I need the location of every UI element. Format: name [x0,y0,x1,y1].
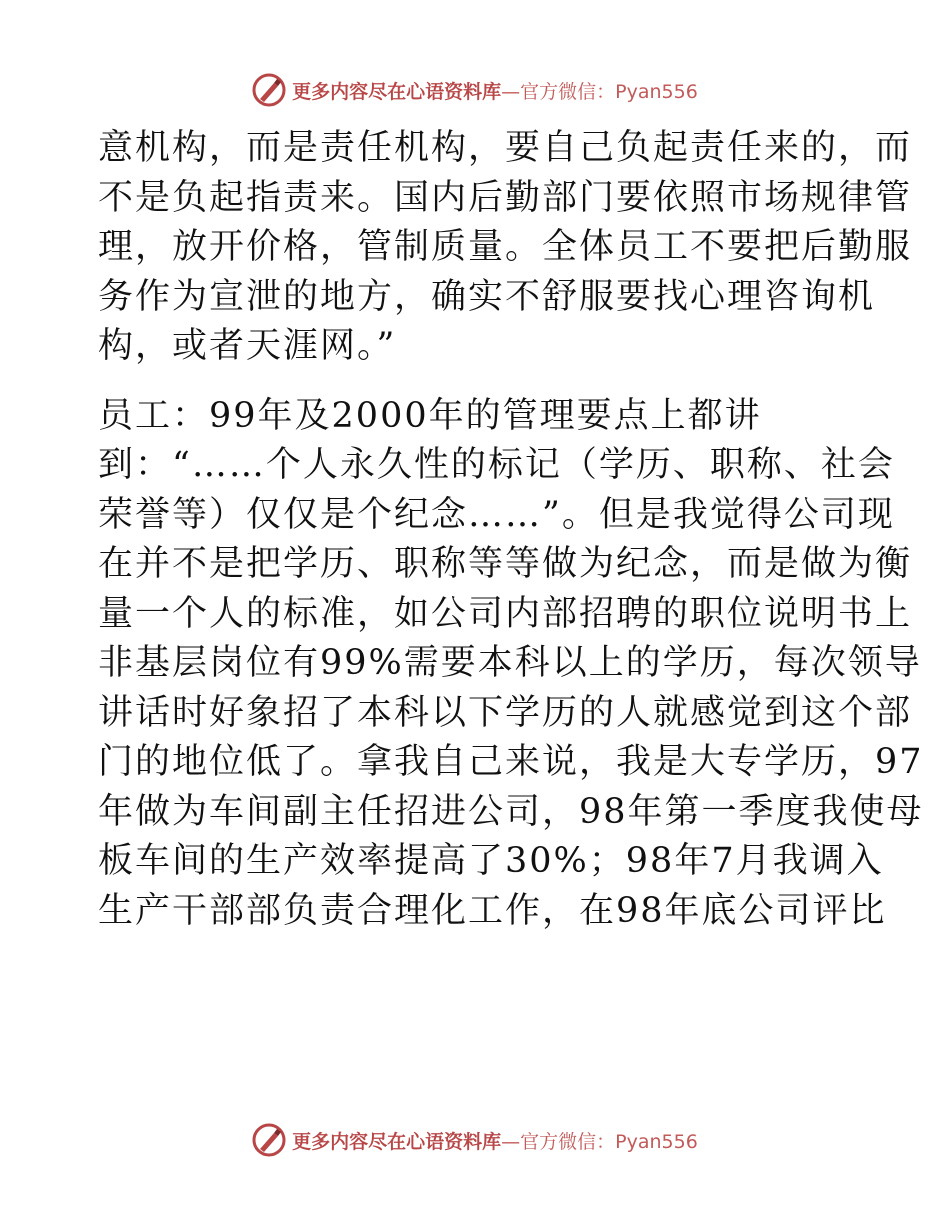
page-header [0,70,950,110]
text-line: 员工：99年及2000年的管理要点上都讲 [98,395,762,436]
paragraph-1 [98,124,913,372]
header-official: —官方微信：Pyan556 [501,80,698,103]
pen-logo-icon [252,73,286,107]
text-line: 非基层岗位有99%需要本科以上的学历，每次领导 [98,643,922,683]
text-line: 到：“……个人永久性的标记（学历、职称、社会 [98,445,895,485]
text-line: 生产干部部负责合理化工作，在98年底公司评比 [98,890,887,931]
text-line: 意机构，而是责任机构，要自己负起责任来的，而 [98,128,913,168]
paragraph-2 [98,392,924,937]
text-line: 理，放开价格，管制质量。全体员工不要把后勤服 [98,227,913,267]
document-body [98,124,924,936]
text-line: 构，或者天涯网。” [98,326,397,366]
page-footer [0,1120,950,1160]
text-line: 在并不是把学历、职称等等做为纪念，而是做为衡 [98,544,913,584]
pen-logo-icon [252,1123,286,1157]
text-line: 不是负起指责来。国内后勤部门要依照市场规律管 [98,177,913,218]
text-line: 年做为车间副主任招进公司，98年第一季度我使母 [98,791,924,832]
footer-official: —官方微信：Pyan556 [501,1130,698,1153]
text-line: 荣誉等）仅仅是个纪念……”。但是我觉得公司现 [98,494,895,535]
header-brand: 更多内容尽在心语资料库 [292,80,502,103]
text-line: 板车间的生产效率提高了30%；98年7月我调入 [98,841,884,881]
text-line: 量一个人的标准，如公司内部招聘的职位说明书上 [98,593,913,634]
footer-brand: 更多内容尽在心语资料库 [292,1130,502,1153]
text-line: 讲话时好象招了本科以下学历的人就感觉到这个部 [98,692,913,733]
text-line: 务作为宣泄的地方，确实不舒服要找心理咨询机 [98,276,876,317]
text-line: 门的地位低了。拿我自己来说，我是大专学历，97 [98,742,924,782]
